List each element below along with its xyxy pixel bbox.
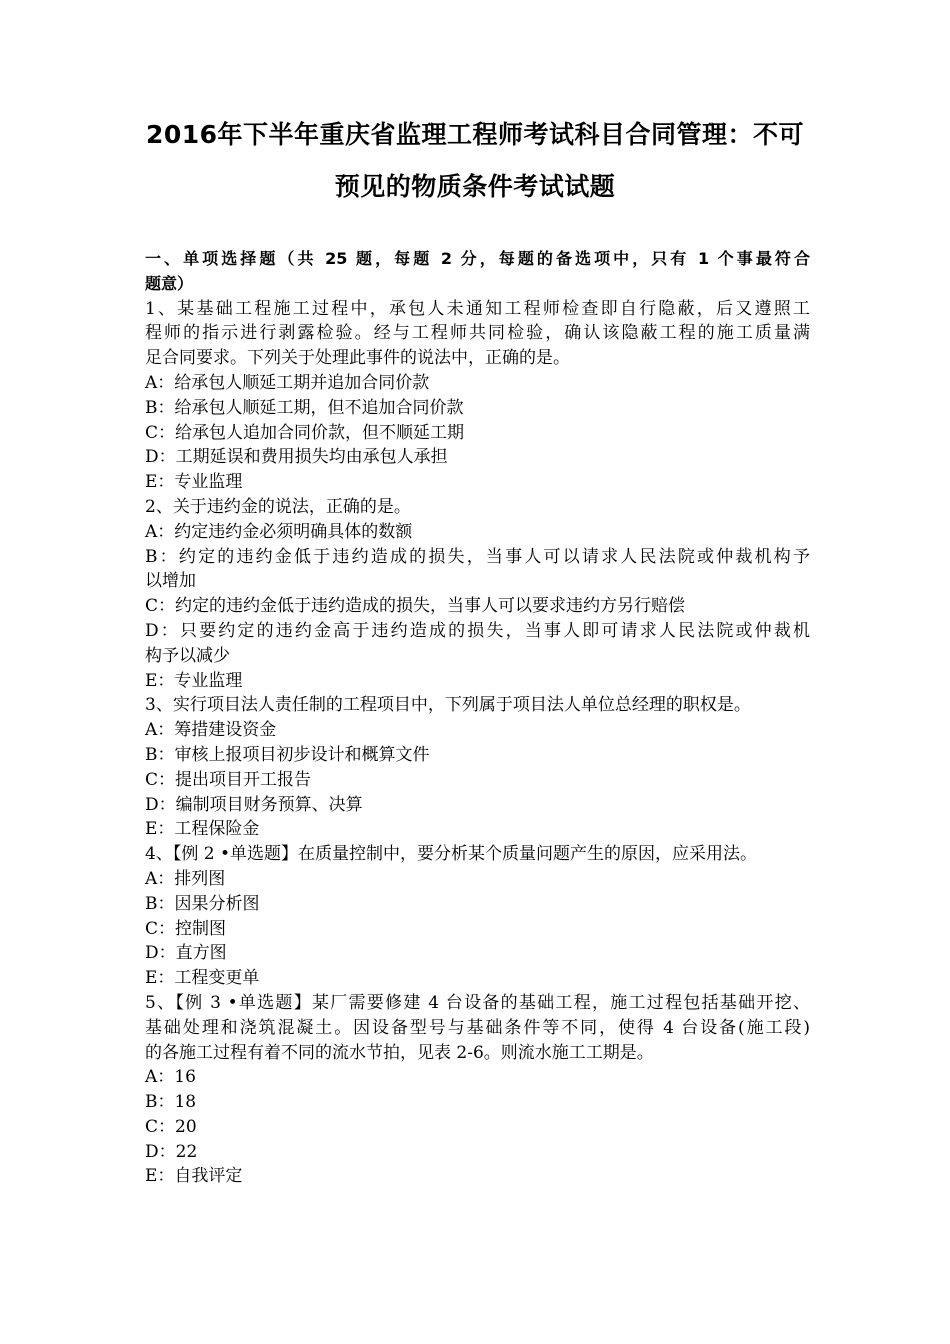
question-stem: 3、实行项目法人责任制的工程项目中，下列属于项目法人单位总经理的职权是。 <box>145 695 751 716</box>
document-body <box>145 247 810 1189</box>
question-stem: 足合同要求。下列关于处理此事件的说法中，正确的是。 <box>145 348 570 369</box>
answer-option: E：工程变更单 <box>145 968 260 989</box>
answer-option: E：工程保险金 <box>145 819 260 840</box>
question-stem: 的各施工过程有着不同的流水节拍，见表 2-6。则流水施工工期是。 <box>145 1042 654 1063</box>
question-list <box>145 297 810 1190</box>
answer-option: B：18 <box>145 1092 197 1113</box>
answer-option: B：审核上报项目初步设计和概算文件 <box>145 744 430 765</box>
answer-option: 以增加 <box>145 571 196 592</box>
question-stem: 5、【例 3 •单选题】某厂需要修建 4 台设备的基础工程，施工过程包括基础开挖、 <box>145 992 810 1013</box>
answer-option: E：专业监理 <box>145 670 243 691</box>
answer-option: A：16 <box>145 1067 196 1088</box>
question-stem: 4、【例 2 •单选题】在质量控制中，要分析某个质量问题产生的原因，应采用法。 <box>145 844 757 865</box>
document-title-line-2: 预见的物质条件考试试题 <box>334 172 616 201</box>
answer-option: A：约定违约金必须明确具体的数额 <box>145 521 413 542</box>
question-block <box>145 297 810 495</box>
answer-option: D：只要约定的违约金高于违约造成的损失，当事人即可请求人民法院或仲裁机 <box>145 620 810 641</box>
section-heading-continued: 题意） <box>145 273 194 293</box>
section-heading: 一、单项选择题（共 25 题，每题 2 分，每题的备选项中，只有 1 个事最符合 <box>145 249 810 268</box>
answer-option: C：给承包人追加合同价款，但不顺延工期 <box>145 422 465 443</box>
question-stem: 2、关于违约金的说法，正确的是。 <box>145 496 411 517</box>
answer-option: C：控制图 <box>145 918 227 939</box>
answer-option: B：给承包人顺延工期，但不追加合同价款 <box>145 397 464 418</box>
question-stem: 基础处理和浇筑混凝土。因设备型号与基础条件等不同，使得 4 台设备(施工段) <box>145 1017 810 1038</box>
answer-option: E：自我评定 <box>145 1166 243 1187</box>
answer-option: A：给承包人顺延工期并追加合同价款 <box>145 372 430 393</box>
answer-option: 构予以减少 <box>145 645 230 666</box>
question-block <box>145 693 810 842</box>
answer-option: B：约定的违约金低于违约造成的损失，当事人可以请求人民法院或仲裁机构予 <box>145 546 810 567</box>
answer-option: C：提出项目开工报告 <box>145 769 312 790</box>
answer-option: D：编制项目财务预算、决算 <box>145 794 363 815</box>
answer-option: D：工期延误和费用损失均由承包人承担 <box>145 447 448 468</box>
answer-option: A：筹措建设资金 <box>145 720 277 741</box>
answer-option: E：专业监理 <box>145 472 243 493</box>
answer-option: C：20 <box>145 1116 197 1137</box>
question-stem: 1、某基础工程施工过程中，承包人未通知工程师检查即自行隐蔽，后又遵照工 <box>145 298 810 319</box>
answer-option: C：约定的违约金低于违约造成的损失，当事人可以要求违约方另行赔偿 <box>145 596 686 617</box>
answer-option: D：直方图 <box>145 943 227 964</box>
answer-option: A：排列图 <box>145 868 226 889</box>
question-stem: 程师的指示进行剥露检验。经与工程师共同检验，确认该隐蔽工程的施工质量满 <box>145 323 810 344</box>
question-block <box>145 842 810 991</box>
question-block <box>145 495 810 693</box>
answer-option: D：22 <box>145 1141 198 1162</box>
answer-option: B：因果分析图 <box>145 893 260 914</box>
document-title-line-1: 2016年下半年重庆省监理工程师考试科目合同管理：不可 <box>145 120 805 149</box>
question-block <box>145 991 810 1189</box>
